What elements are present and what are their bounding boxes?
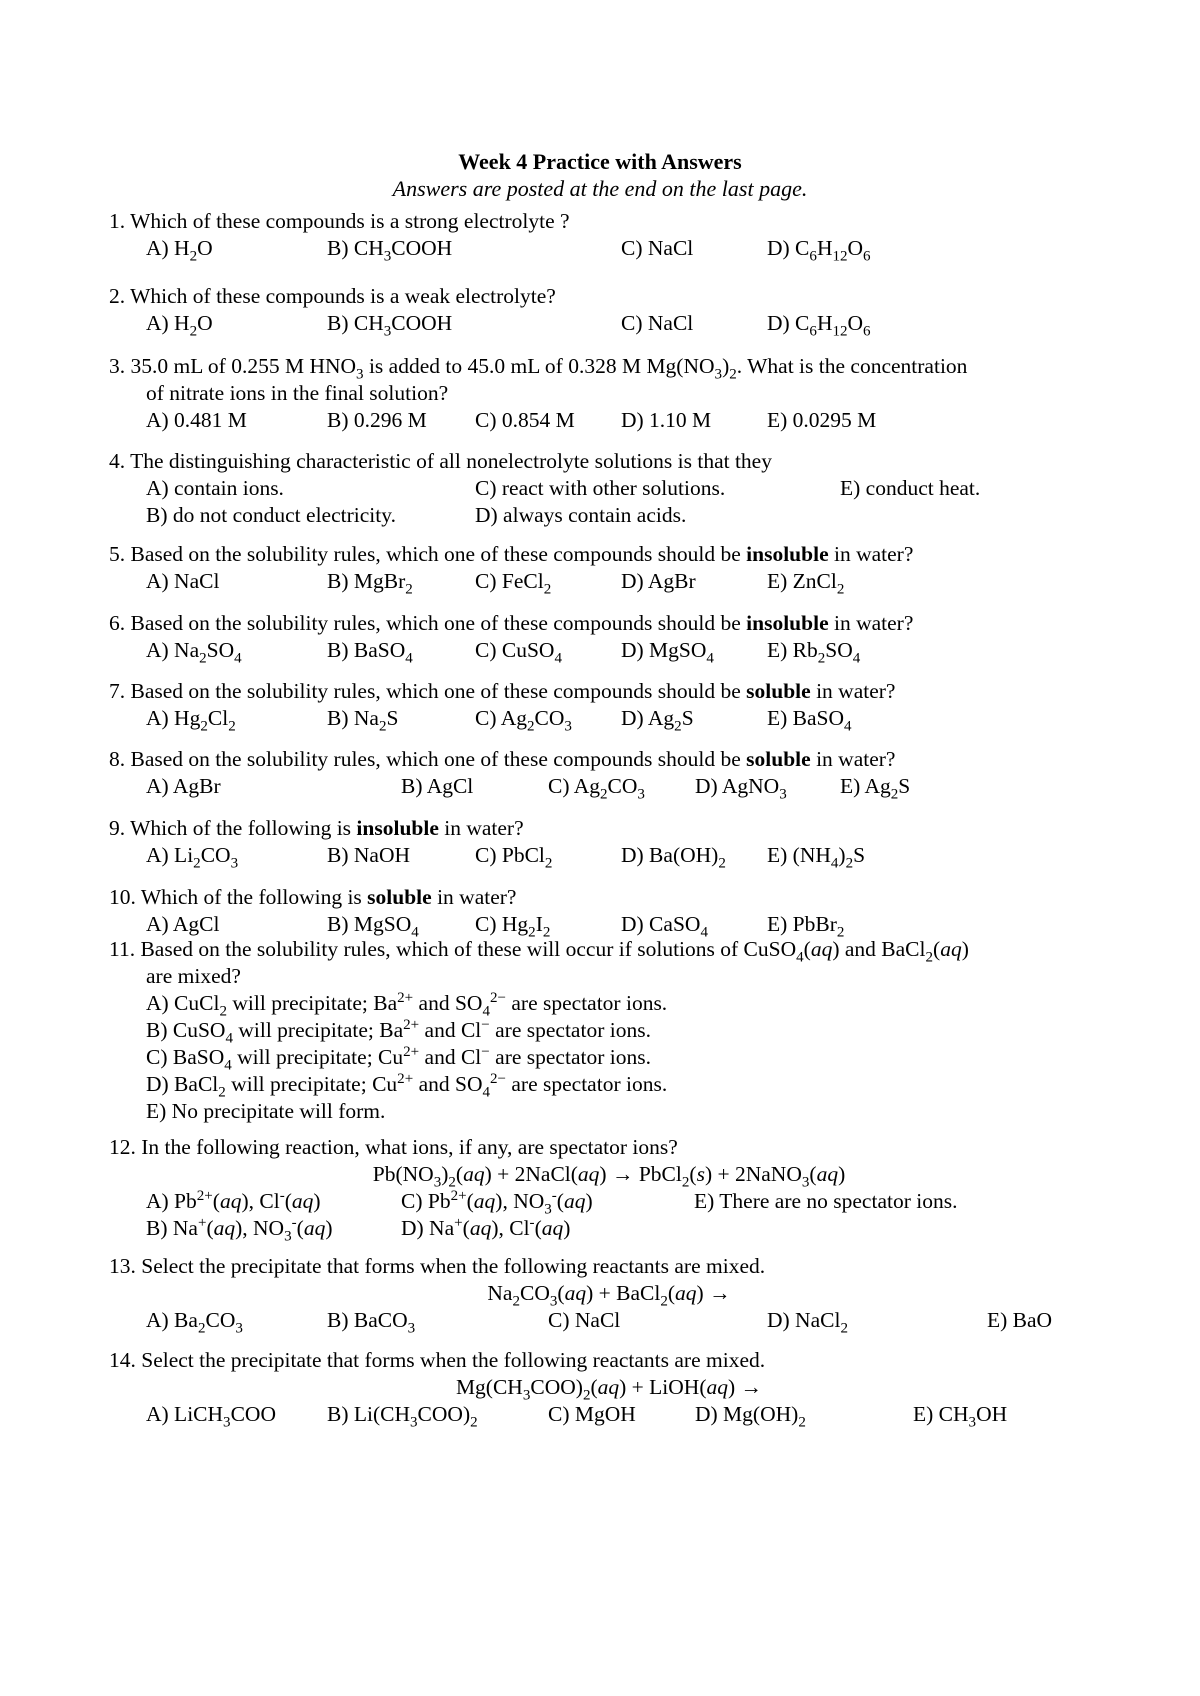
question-6 [109, 610, 1109, 667]
option-c: C) $Ag_2CO_3$ [475, 706, 572, 735]
option-a: A) NaCl [146, 569, 220, 593]
question-1 [109, 208, 1109, 265]
option-d: D) always contain acids. [475, 503, 687, 527]
question-stem-continued: of nitrate ions in the final solution? [146, 381, 449, 405]
option-e: E) There are no spectator ions. [694, 1189, 958, 1213]
question-stem: 14. Select the precipitate that forms when the following reactants are mixed. [109, 1348, 766, 1372]
option-b: B) $CH_3COOH$ [327, 311, 453, 340]
option-e: E) BaO [987, 1308, 1053, 1332]
option-a: A) AgBr [146, 774, 221, 798]
option-e: E) PbBr$_2$ [767, 912, 845, 941]
option-a: A) contain ions. [146, 476, 284, 500]
options-row [109, 502, 1109, 529]
option-e: E) $Ag_2S$ [840, 774, 911, 803]
option-a: A) AgCl [146, 912, 220, 936]
option-b: B) $Na_2S$ [327, 706, 399, 735]
option-c: C) NaCl [621, 311, 694, 335]
question-13 [109, 1253, 1109, 1337]
question-5 [109, 541, 1109, 598]
option-b: B) BaCO$_3$ [327, 1308, 416, 1337]
options-row [109, 1187, 1109, 1218]
option-b: B) AgCl [401, 774, 474, 798]
question-10 [109, 884, 1109, 941]
option-d: D) NaCl$_2$ [767, 1308, 848, 1337]
question-stem-continued: are mixed? [146, 964, 241, 988]
option-b: B) MgBr$_2$ [327, 569, 413, 598]
options-row [109, 705, 1109, 735]
option-d: D) 1.10 M [621, 408, 712, 432]
page-subtitle: Answers are posted at the end on the last page. [392, 176, 808, 201]
option-e: E) No precipitate will form. [146, 1099, 386, 1123]
question-stem: 10. Which of the following is soluble in water? [109, 885, 517, 909]
option-a: A) $Ba_2CO_3$ [146, 1308, 243, 1337]
question-11 [109, 936, 1109, 1125]
option-a: A) $H_2O$ [146, 311, 213, 340]
options-row [109, 568, 1109, 598]
option-a: A) 0.481 M [146, 408, 247, 432]
options-row [109, 310, 1109, 340]
option-d: D) Na+(aq), Cl-(aq) [401, 1214, 571, 1240]
option-c: C) FeCl$_2$ [475, 569, 552, 598]
option-a: A) $Hg_2Cl_2$ [146, 706, 236, 735]
question-stem: 6. Based on the solubility rules, which one of these compounds should be insoluble in water? [109, 611, 914, 635]
option-e: E) conduct heat. [840, 476, 981, 500]
option-a: A) LiCH$_3$COO [146, 1402, 276, 1431]
question-2 [109, 283, 1109, 340]
question-9 [109, 815, 1109, 872]
question-4 [109, 448, 1109, 529]
question-stem: 5. Based on the solubility rules, which one of these compounds should be insoluble in water? [109, 542, 914, 566]
question-stem: 13. Select the precipitate that forms when the following reactants are mixed. [109, 1254, 766, 1278]
question-stem: 8. Based on the solubility rules, which one of these compounds should be soluble in water? [109, 747, 896, 771]
option-c: C) CuSO$_4$ [475, 638, 562, 667]
options-row [109, 1401, 1109, 1431]
option-d: D) AgBr [621, 569, 696, 593]
question-stem: 7. Based on the solubility rules, which one of these compounds should be soluble in water? [109, 679, 896, 703]
options-row [109, 475, 1109, 502]
option-e: E) $Rb_2SO_4$ [767, 638, 861, 667]
option-b: B) BaSO$_4$ [327, 638, 413, 667]
question-stem: 9. Which of the following is insoluble in water? [109, 816, 524, 840]
options-row [109, 637, 1109, 667]
option-a: A) $Li_2CO_3$ [146, 843, 239, 872]
question-stem: 12. In the following reaction, what ions, if any, are spectator ions? [109, 1135, 678, 1159]
question-stem: 4. The distinguishing characteristic of all nonelectrolyte solutions is that they [109, 449, 772, 473]
option-d: D) CaSO$_4$ [621, 912, 708, 941]
options-row [109, 1307, 1109, 1337]
option-b: B) do not conduct electricity. [146, 503, 396, 527]
option-b: B) CuSO$_4$ will precipitate; $Ba^{2+}$ and Cl− are spectator ions. [146, 1016, 651, 1047]
options-row [109, 773, 1109, 803]
question-7 [109, 678, 1109, 735]
option-b: B) 0.296 M [327, 408, 427, 432]
option-d: D) BaCl$_2$ will precipitate; $Cu^{2+}$ and $SO_4^{2-}$ are spectator ions. [146, 1070, 668, 1101]
option-c: C) $Pb^{2+}(aq)$, $NO_3^-(aq)$ [401, 1187, 593, 1218]
option-c: C) react with other solutions. [475, 476, 726, 500]
question-14 [109, 1347, 1109, 1431]
option-d: D) MgSO$_4$ [621, 638, 714, 667]
option-a: A) $Pb^{2+}(aq)$, Cl-(aq) [146, 1187, 321, 1213]
option-a: A) $Na_2SO_4$ [146, 638, 242, 667]
option-e: E) ZnCl$_2$ [767, 569, 845, 598]
option-b: B) $CH_3COOH$ [327, 236, 453, 265]
question-8 [109, 746, 1109, 803]
option-c: C) NaCl [621, 236, 694, 260]
option-b: B) Na+(aq), $NO_3^-(aq)$ [146, 1214, 333, 1245]
options-row [109, 1214, 1109, 1245]
option-d: D) $C_6H_{12}O_6$ [767, 311, 871, 340]
page-title: Week 4 Practice with Answers [458, 149, 742, 174]
option-d: D) $Ba(OH)_2$ [621, 843, 726, 872]
option-d: D) $Mg(OH)_2$ [695, 1402, 806, 1431]
option-d: D) $C_6H_{12}O_6$ [767, 236, 871, 265]
question-stem: 2. Which of these compounds is a weak electrolyte? [109, 284, 556, 308]
question-3 [109, 353, 1109, 434]
reaction-equation: $Pb(NO_3)_2(aq)$ + 2NaCl(aq) → PbCl$_2$(s) + 2NaNO$_3$(aq) [372, 1162, 846, 1191]
option-c: C) PbCl$_2$ [475, 843, 553, 872]
options-row [109, 407, 1109, 434]
question-12 [109, 1134, 1109, 1245]
option-c: C) BaSO$_4$ will precipitate; $Cu^{2+}$ and Cl− are spectator ions. [146, 1043, 651, 1074]
option-e: E) 0.0295 M [767, 408, 877, 432]
option-c: C) NaCl [548, 1308, 621, 1332]
option-d: D) AgNO$_3$ [695, 774, 787, 803]
options-row [109, 911, 1109, 941]
reaction-equation: $Mg(CH_3COO)_2(aq)$ + LiOH(aq) → [455, 1375, 763, 1404]
option-e: E) $CH_3OH$ [913, 1402, 1008, 1431]
option-d: D) $Ag_2S$ [621, 706, 694, 735]
option-c: C) $Ag_2CO_3$ [548, 774, 645, 803]
option-e: E) BaSO$_4$ [767, 706, 852, 735]
reaction-equation: $Na_2CO_3(aq)$ + BaCl$_2$(aq) → [487, 1281, 731, 1310]
option-b: B) NaOH [327, 843, 410, 867]
options-row [109, 235, 1109, 265]
options-row [109, 842, 1109, 872]
question-stem: 11. Based on the solubility rules, which of these will occur if solutions of CuSO$_4$(aq) and BaCl$_2$(aq) [109, 937, 969, 966]
option-a: A) CuCl$_2$ will precipitate; $Ba^{2+}$ and $SO_4^{2-}$ are spectator ions. [146, 989, 668, 1020]
option-c: C) MgOH [548, 1402, 636, 1426]
option-e: E) $(NH_4)_2S$ [767, 843, 866, 872]
option-b: B) $Li(CH_3COO)_2$ [327, 1402, 478, 1431]
question-stem: 1. Which of these compounds is a strong electrolyte ? [109, 209, 570, 233]
option-a: A) $H_2O$ [146, 236, 213, 265]
question-stem: 3. 35.0 mL of 0.255 M $HNO_3$ is added to 45.0 mL of 0.328 M $Mg(NO_3)_2$. What is the concentration [109, 354, 968, 383]
option-b: B) MgSO$_4$ [327, 912, 419, 941]
option-c: C) 0.854 M [475, 408, 575, 432]
option-c: C) $Hg_2I_2$ [475, 912, 551, 941]
